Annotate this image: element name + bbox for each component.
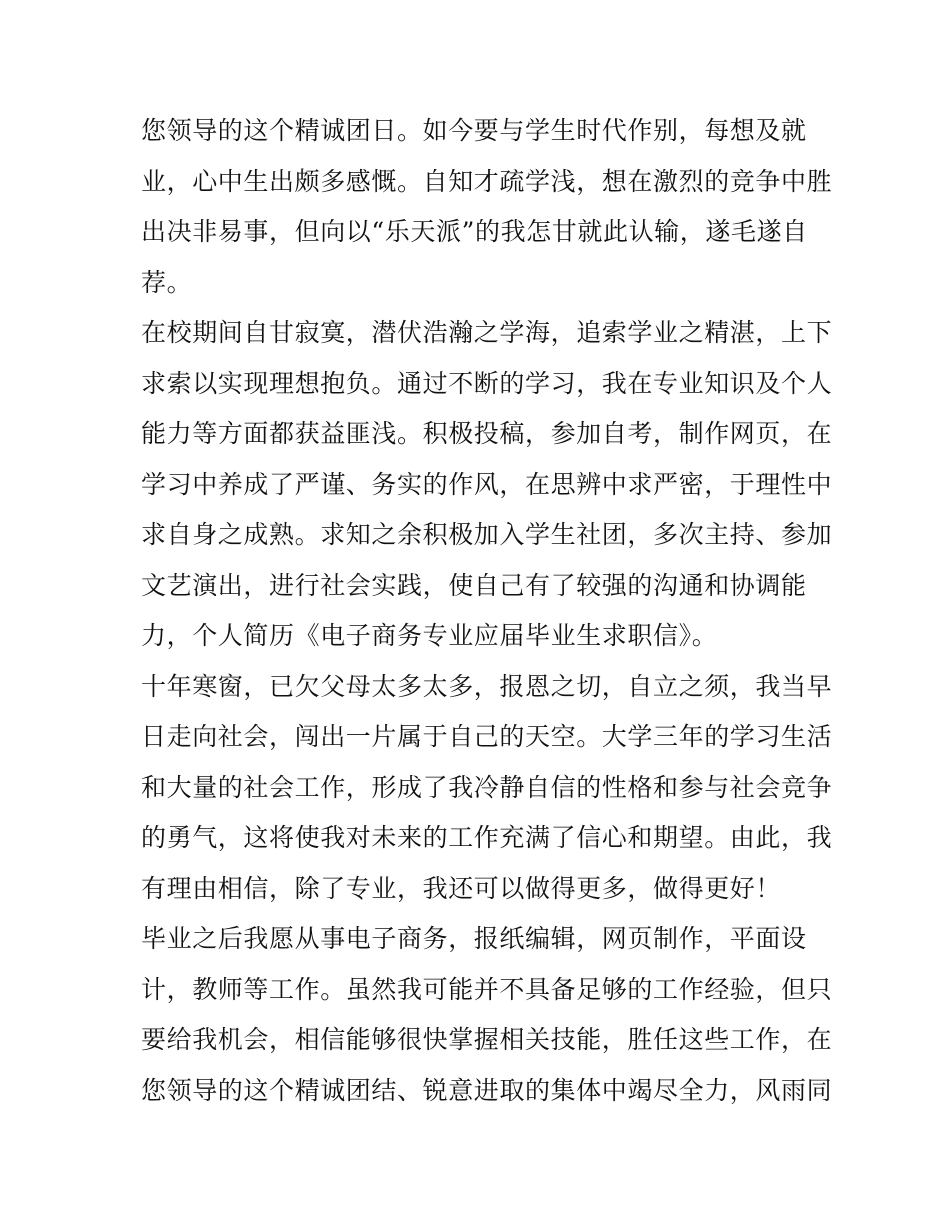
text-line: 求索以实现理想抱负。通过不断的学习，我在专业知识及个人 [141,368,833,398]
text-line: 在校期间自甘寂寞，潜伏浩瀚之学海，追索学业之精湛，上下 [141,318,833,347]
text-line: 出决非易事，但向以“乐天派”的我怎甘就此认输，遂毛遂自 [141,217,808,246]
text-line: 荐。 [141,267,193,297]
text-line: 力，个人简历《电子商务专业应届毕业生求职信》。 [141,621,718,650]
text-line: 日走向社会，闯出一片属于自己的天空。大学三年的学习生活 [141,722,833,751]
letter-body [141,106,833,1116]
text-line: 文艺演出，进行社会实践，使自己有了较强的沟通和协调能 [141,570,807,600]
text-line: 和大量的社会工作，形成了我冷静自信的性格和参与社会竞争 [141,772,833,802]
text-line: 毕业之后我愿从事电子商务，报纸编辑，网页制作，平面设 [141,924,807,953]
text-line: 要给我机会，相信能够很快掌握相关技能，胜任这些工作，在 [141,1025,833,1054]
text-line: 能力等方面都获益匪浅。积极投稿，参加自考，制作网页，在 [141,419,833,448]
text-line: 计，教师等工作。虽然我可能并不具备足够的工作经验，但只 [141,974,833,1004]
text-line: 业，心中生出颇多感慨。自知才疏学浅，想在激烈的竞争中胜 [141,166,833,196]
text-line: 十年寒窗，已欠父母太多太多，报恩之切，自立之须，我当早 [141,671,833,701]
text-line: 有理由相信，除了专业，我还可以做得更多，做得更好！ [141,873,782,903]
text-line: 您领导的这个精诚团结、锐意进取的集体中竭尽全力，风雨同 [141,1075,833,1105]
text-line: 您领导的这个精诚团日。如今要与学生时代作别，每想及就 [141,116,807,145]
text-line: 的勇气，这将使我对未来的工作充满了信心和期望。由此，我 [141,823,833,852]
text-line: 学习中养成了严谨、务实的作风，在思辨中求严密，于理性中 [141,469,833,499]
text-line: 求自身之成熟。求知之余积极加入学生社团，多次主持、参加 [141,520,833,549]
